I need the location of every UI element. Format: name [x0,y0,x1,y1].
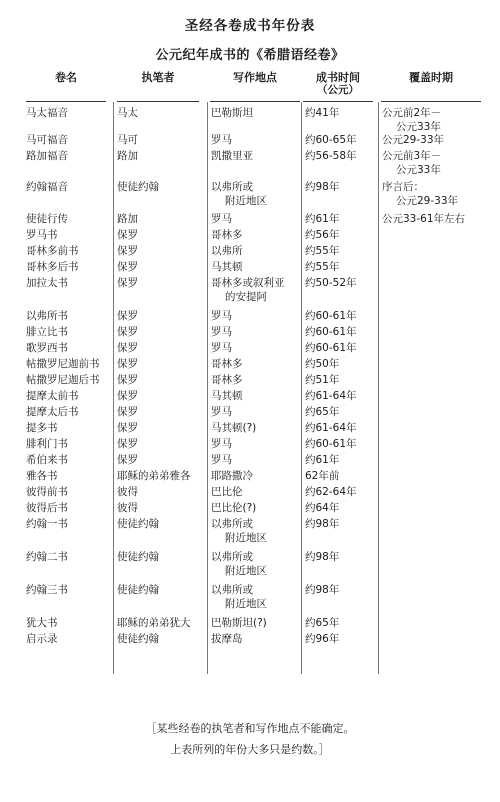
completion-time: 约98年 [305,181,340,193]
table-row [0,389,500,405]
coverage-line2: 公元33年 [396,164,441,176]
writing-place-line2: 附近地区 [225,532,267,544]
table-row [0,469,500,485]
book-name: 歌罗西书 [26,342,68,354]
writing-place-line2: 附近地区 [225,598,267,610]
author-name: 保罗 [117,245,138,257]
table-row [0,501,500,517]
book-name: 哥林多后书 [26,261,79,273]
header-author: 执笔者 [141,71,175,84]
book-name: 帖撒罗尼迦前书 [26,358,100,370]
completion-time: 约56-58年 [305,150,357,162]
table-row [0,453,500,469]
completion-time: 约61年 [305,213,340,225]
completion-time: 约60-61年 [305,438,357,450]
writing-place-line1: 罗马 [211,310,232,322]
writing-place [211,106,253,120]
author-name: 使徒约翰 [117,551,159,563]
author-name: 保罗 [117,454,138,466]
book-name: 腓立比书 [26,326,68,338]
completion-time: 约96年 [305,633,340,645]
writing-place-line1: 巴比伦 [211,486,243,498]
writing-place [211,133,232,147]
book-name: 帖撒罗尼迦后书 [26,374,100,386]
book-name: 提多书 [26,422,58,434]
writing-place [211,276,285,304]
author-name: 使徒约翰 [117,181,159,193]
author-name: 保罗 [117,374,138,386]
writing-place [211,373,243,387]
writing-place-line1: 拔摩岛 [211,633,243,645]
header-rule-coverage [381,101,481,102]
writing-place [211,550,267,578]
writing-place [211,212,232,226]
writing-place-line1: 以弗所或 [211,181,253,193]
writing-place [211,421,256,435]
coverage-line1: 公元前2年－ [382,107,442,119]
writing-place [211,616,267,630]
author-name: 保罗 [117,342,138,354]
book-name: 犹大书 [26,617,58,629]
table-row [0,325,500,341]
footnote-line2: 上表所列的年份大多只是约数。］ [170,743,330,756]
coverage-line1: 序言后： [382,181,424,193]
table-row [0,106,500,133]
completion-time: 约61-64年 [305,422,357,434]
writing-place [211,517,267,545]
table-row [0,421,500,437]
completion-time: 约64年 [305,502,340,514]
writing-place [211,469,253,483]
author-name: 彼得 [117,486,138,498]
table-row [0,437,500,453]
book-name: 约翰一书 [26,518,68,530]
book-name: 约翰福音 [26,181,68,193]
coverage-line1: 公元29-33年 [382,134,445,146]
table-row [0,405,500,421]
writing-place-line1: 马其顿 [211,390,243,402]
table-row [0,583,500,616]
completion-time: 约98年 [305,584,340,596]
book-name: 使徒行传 [26,213,68,225]
table-row [0,517,500,550]
writing-place [211,325,232,339]
writing-place-line2: 附近地区 [225,565,267,577]
writing-place [211,405,232,419]
completion-time: 约41年 [305,107,340,119]
writing-place-line1: 罗马 [211,134,232,146]
header-time-line2: （公元） [317,84,359,96]
writing-place-line1: 哥林多或叙利亚 [211,277,285,289]
table-row [0,244,500,260]
completion-time: 约50年 [305,358,340,370]
book-name: 约翰三书 [26,584,68,596]
completion-time: 约51年 [305,374,340,386]
header-rule-time [303,101,373,102]
writing-place-line1: 凯撒里亚 [211,150,253,162]
completion-time: 约65年 [305,406,340,418]
writing-place-line1: 耶路撒冷 [211,470,253,482]
writing-place-line2: 附近地区 [225,195,267,207]
header-place: 写作地点 [233,71,277,84]
writing-place-line1: 哥林多 [211,358,243,370]
author-name: 马可 [117,134,138,146]
writing-place-line2: 的安提阿 [225,291,267,303]
writing-place-line1: 罗马 [211,406,232,418]
writing-place-line1: 哥林多 [211,374,243,386]
header-rule-place [210,101,300,102]
completion-time: 约98年 [305,551,340,563]
table-row [0,133,500,149]
writing-place [211,632,243,646]
author-name: 保罗 [117,358,138,370]
author-name: 使徒约翰 [117,518,159,530]
author-name: 彼得 [117,502,138,514]
book-name: 启示录 [26,633,58,645]
table-row [0,373,500,389]
writing-place [211,453,232,467]
footnote-line1: ［某些经卷的执笔者和写作地点不能确定。 [145,722,355,735]
writing-place-line1: 以弗所或 [211,551,253,563]
book-name: 彼得后书 [26,502,68,514]
book-name: 腓利门书 [26,438,68,450]
author-name: 使徒约翰 [117,633,159,645]
table-row [0,180,500,212]
writing-place [211,485,243,499]
author-name: 使徒约翰 [117,584,159,596]
writing-place-line1: 罗马 [211,342,232,354]
completion-time: 约56年 [305,229,340,241]
coverage-period [382,180,458,208]
table-row [0,260,500,276]
table-row [0,550,500,583]
author-name: 保罗 [117,390,138,402]
writing-place-line1: 以弗所或 [211,584,253,596]
completion-time: 约60-61年 [305,326,357,338]
author-name: 耶稣的弟弟雅各 [117,470,191,482]
table-row [0,357,500,373]
completion-time: 约61年 [305,454,340,466]
book-name: 加拉太书 [26,277,68,289]
writing-place [211,180,267,208]
author-name: 路加 [117,150,138,162]
header-time [303,71,373,97]
writing-place-line1: 罗马 [211,438,232,450]
book-name: 哥林多前书 [26,245,79,257]
coverage-period [382,212,465,226]
completion-time: 约60-61年 [305,342,357,354]
writing-place-line1: 以弗所 [211,245,243,257]
table-row [0,228,500,244]
header-rule-author [117,101,199,102]
book-name: 提摩太后书 [26,406,79,418]
completion-time: 约55年 [305,261,340,273]
coverage-line2: 公元33年 [396,121,441,133]
writing-place-line1: 罗马 [211,213,232,225]
table-row [0,309,500,325]
book-name: 彼得前书 [26,486,68,498]
author-name: 保罗 [117,310,138,322]
completion-time: 约50-52年 [305,277,357,289]
table-subtitle: 公元纪年成书的《希腊语经卷》 [155,48,345,63]
coverage-period [382,133,444,147]
coverage-line2: 公元29-33年 [396,195,459,207]
author-name: 保罗 [117,261,138,273]
footnote [0,718,500,760]
book-name: 罗马书 [26,229,58,241]
coverage-line1: 公元33-61年左右 [382,213,466,225]
writing-place [211,309,232,323]
coverage-line1: 公元前3年－ [382,150,442,162]
author-name: 耶稣的弟弟犹大 [117,617,191,629]
header-rule-book [26,101,106,102]
writing-place [211,389,243,403]
book-name: 以弗所书 [26,310,68,322]
writing-place-line1: 罗马 [211,326,232,338]
book-name: 马可福音 [26,134,68,146]
header-book: 卷名 [55,71,77,84]
writing-place [211,260,243,274]
coverage-period [382,106,441,134]
book-name: 约翰二书 [26,551,68,563]
table-row [0,632,500,648]
writing-place [211,149,253,163]
writing-place-line1: 巴勒斯坦(?) [211,617,267,629]
completion-time: 约60-61年 [305,310,357,322]
writing-place-line1: 马其顿 [211,261,243,273]
author-name: 保罗 [117,277,138,289]
completion-time: 62年前 [305,470,340,482]
author-name: 路加 [117,213,138,225]
writing-place-line1: 罗马 [211,454,232,466]
writing-place [211,437,232,451]
book-table [0,106,500,648]
writing-place-line1: 以弗所或 [211,518,253,530]
writing-place [211,501,256,515]
table-row [0,149,500,180]
completion-time: 约61-64年 [305,390,357,402]
header-time-line1: 成书时间 [316,71,360,84]
writing-place-line1: 巴比伦(?) [211,502,257,514]
table-row [0,485,500,501]
author-name: 保罗 [117,438,138,450]
writing-place-line1: 巴勒斯坦 [211,107,253,119]
writing-place [211,341,232,355]
writing-place [211,244,243,258]
table-row [0,212,500,228]
completion-time: 约60-65年 [305,134,357,146]
book-name: 路加福音 [26,150,68,162]
coverage-period [382,149,441,177]
completion-time: 约98年 [305,518,340,530]
book-name: 马太福音 [26,107,68,119]
table-row [0,616,500,632]
header-coverage: 覆盖时期 [409,71,453,84]
author-name: 马太 [117,107,138,119]
writing-place [211,357,243,371]
completion-time: 约62-64年 [305,486,357,498]
writing-place [211,228,243,242]
completion-time: 约55年 [305,245,340,257]
page-title: 圣经各卷成书年份表 [184,18,316,34]
author-name: 保罗 [117,406,138,418]
table-row [0,276,500,309]
completion-time: 约65年 [305,617,340,629]
book-name: 希伯来书 [26,454,68,466]
writing-place-line1: 哥林多 [211,229,243,241]
book-name: 提摩太前书 [26,390,79,402]
author-name: 保罗 [117,326,138,338]
book-name: 雅各书 [26,470,58,482]
table-row [0,341,500,357]
writing-place [211,583,267,611]
author-name: 保罗 [117,229,138,241]
writing-place-line1: 马其顿(?) [211,422,257,434]
author-name: 保罗 [117,422,138,434]
